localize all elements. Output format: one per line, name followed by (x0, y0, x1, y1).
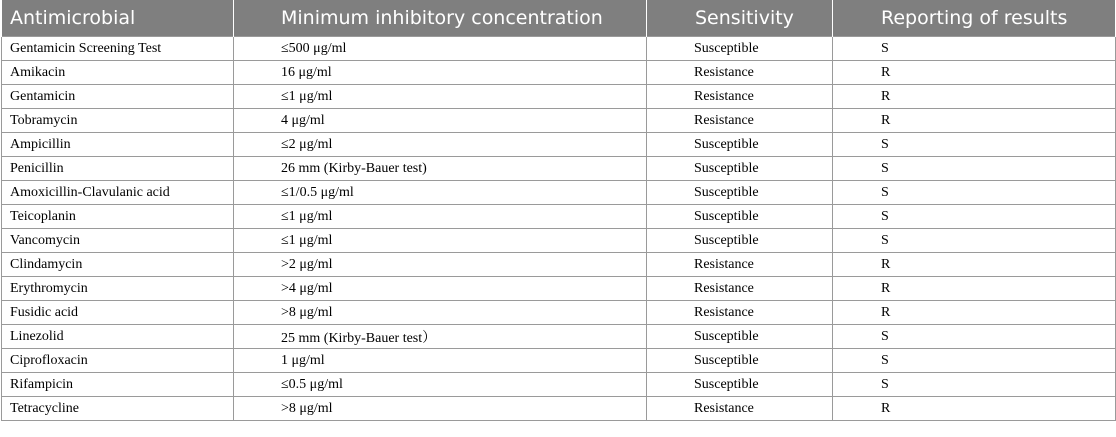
cell-antimicrobial: Penicillin (2, 157, 234, 181)
cell-sensitivity: Resistance (647, 61, 833, 85)
cell-antimicrobial: Amikacin (2, 61, 234, 85)
cell-sensitivity: Resistance (647, 85, 833, 109)
cell-sensitivity: Resistance (647, 277, 833, 301)
cell-reporting: R (833, 253, 1116, 277)
cell-reporting: R (833, 85, 1116, 109)
cell-mic: 25 mm (Kirby-Bauer test） (234, 325, 647, 349)
table-row (2, 109, 1116, 133)
cell-mic: ≤1 μg/ml (234, 229, 647, 253)
table-header-row (2, 0, 1116, 37)
cell-reporting: R (833, 397, 1116, 421)
table-row (2, 373, 1116, 397)
table-row (2, 181, 1116, 205)
cell-sensitivity: Resistance (647, 397, 833, 421)
cell-sensitivity: Susceptible (647, 325, 833, 349)
cell-reporting: S (833, 133, 1116, 157)
cell-sensitivity: Susceptible (647, 205, 833, 229)
table-row (2, 157, 1116, 181)
cell-sensitivity: Resistance (647, 253, 833, 277)
cell-mic: >2 μg/ml (234, 253, 647, 277)
cell-mic: >8 μg/ml (234, 397, 647, 421)
column-header-reporting: Reporting of results (833, 0, 1116, 37)
table-row (2, 277, 1116, 301)
table-row (2, 205, 1116, 229)
cell-antimicrobial: Fusidic acid (2, 301, 234, 325)
cell-reporting: R (833, 277, 1116, 301)
column-header-sensitivity: Sensitivity (647, 0, 833, 37)
cell-sensitivity: Susceptible (647, 229, 833, 253)
table-body (2, 37, 1116, 421)
cell-antimicrobial: Tobramycin (2, 109, 234, 133)
cell-sensitivity: Susceptible (647, 133, 833, 157)
cell-antimicrobial: Teicoplanin (2, 205, 234, 229)
cell-sensitivity: Susceptible (647, 181, 833, 205)
cell-mic: >8 μg/ml (234, 301, 647, 325)
antimicrobial-susceptibility-table (1, 0, 1116, 421)
cell-reporting: S (833, 325, 1116, 349)
cell-reporting: S (833, 157, 1116, 181)
cell-sensitivity: Resistance (647, 301, 833, 325)
table-row (2, 349, 1116, 373)
table-row (2, 397, 1116, 421)
cell-antimicrobial: Linezolid (2, 325, 234, 349)
cell-mic: ≤1/0.5 μg/ml (234, 181, 647, 205)
cell-antimicrobial: Gentamicin (2, 85, 234, 109)
column-header-mic: Minimum inhibitory concentration (234, 0, 647, 37)
cell-antimicrobial: Tetracycline (2, 397, 234, 421)
cell-antimicrobial: Ciprofloxacin (2, 349, 234, 373)
cell-antimicrobial: Amoxicillin-Clavulanic acid (2, 181, 234, 205)
cell-sensitivity: Susceptible (647, 157, 833, 181)
cell-sensitivity: Susceptible (647, 373, 833, 397)
cell-antimicrobial: Ampicillin (2, 133, 234, 157)
table-row (2, 229, 1116, 253)
table-row (2, 301, 1116, 325)
cell-reporting: S (833, 37, 1116, 61)
cell-mic: 26 mm (Kirby-Bauer test) (234, 157, 647, 181)
cell-reporting: S (833, 349, 1116, 373)
cell-sensitivity: Susceptible (647, 349, 833, 373)
cell-sensitivity: Susceptible (647, 37, 833, 61)
cell-sensitivity: Resistance (647, 109, 833, 133)
cell-antimicrobial: Erythromycin (2, 277, 234, 301)
cell-reporting: S (833, 205, 1116, 229)
cell-mic: ≤2 μg/ml (234, 133, 647, 157)
cell-mic: 16 μg/ml (234, 61, 647, 85)
table-row (2, 133, 1116, 157)
cell-antimicrobial: Clindamycin (2, 253, 234, 277)
cell-mic: ≤0.5 μg/ml (234, 373, 647, 397)
cell-reporting: R (833, 61, 1116, 85)
cell-reporting: S (833, 373, 1116, 397)
cell-antimicrobial: Vancomycin (2, 229, 234, 253)
cell-reporting: S (833, 181, 1116, 205)
cell-mic: 4 μg/ml (234, 109, 647, 133)
cell-antimicrobial: Gentamicin Screening Test (2, 37, 234, 61)
cell-mic: 1 μg/ml (234, 349, 647, 373)
cell-mic: ≤1 μg/ml (234, 205, 647, 229)
table-row (2, 37, 1116, 61)
cell-reporting: S (833, 229, 1116, 253)
cell-antimicrobial: Rifampicin (2, 373, 234, 397)
cell-mic: ≤500 μg/ml (234, 37, 647, 61)
cell-mic: ≤1 μg/ml (234, 85, 647, 109)
table-row (2, 325, 1116, 349)
cell-reporting: R (833, 109, 1116, 133)
cell-mic: >4 μg/ml (234, 277, 647, 301)
column-header-antimicrobial: Antimicrobial (2, 0, 234, 37)
table-row (2, 85, 1116, 109)
table-row (2, 253, 1116, 277)
table-row (2, 61, 1116, 85)
cell-reporting: R (833, 301, 1116, 325)
